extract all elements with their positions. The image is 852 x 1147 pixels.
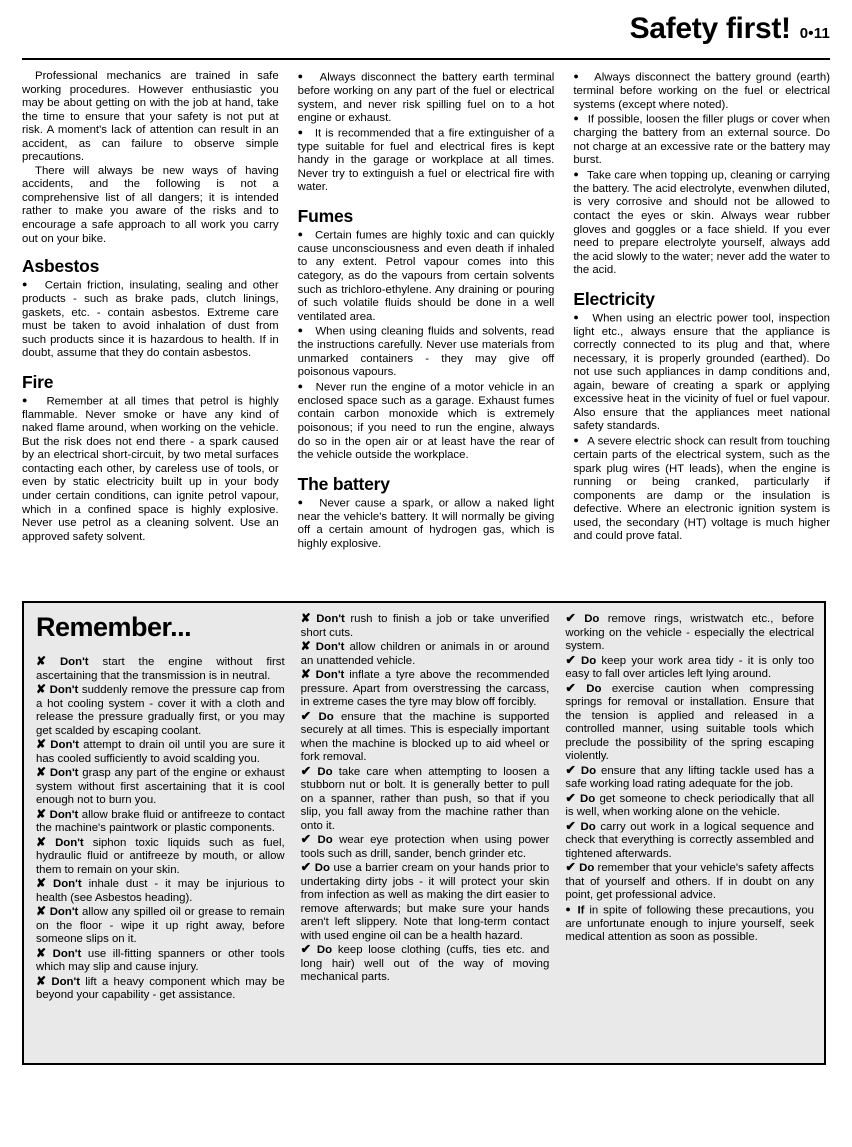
remember-item-text: use a barrier cream on your hands prior to undertaking dirty jobs - it will protect your skin from infection as well as making the dirt easier to remove afterwards; but make sure your hands aren't left slippery. Note that long-term contact with used engine oil can be a health hazard. — [300, 862, 550, 942]
intro-paragraph: Professional mechanics are trained in safe working procedures. However enthusiastic you may be about getting on with the job at hand, take the time to ensure that your safety is not put at risk. A moment's lack of attention can result in an accident, as can failure to observe simple precautions. — [22, 70, 279, 164]
remember-item-lead: Do — [317, 834, 333, 846]
bullet-icon: ● — [573, 168, 579, 179]
remember-item — [301, 943, 550, 985]
bullet-item — [298, 126, 555, 195]
bullet-text: Never run the engine of a motor vehicle in an enclosed space such as a garage. Exhaust fumes contain carbon monoxide which is extremely poisonous; if you need to run the engine, always do so in the open air or at least have the rear of the vehicle outside the workplace. — [297, 381, 555, 462]
bullet-text: Always disconnect the battery earth terminal before working on any part of the fuel or electrical system, and never risk spilling fuel on to a hot engine or exhaust. — [297, 71, 555, 125]
remember-item-lead: Do — [580, 792, 596, 805]
check-icon: ✔ — [565, 860, 576, 874]
cross-icon: ✘ — [300, 667, 311, 681]
bullet-item — [573, 70, 830, 112]
remember-item-lead: Don't — [316, 613, 345, 625]
cross-icon: ✘ — [300, 611, 311, 625]
bullet-text: It is recommended that a fire extinguisher of a type suitable for fuel and electrical fires is kept handy in the garage or workplace at all times. Never try to extinguish a fuel or electrical fire with water. — [297, 127, 555, 194]
remember-item-text: suddenly remove the pressure cap from a hot cooling system - cover it with a cloth and release the pressure gradually first, or you may get scalded by escaping coolant. — [36, 684, 285, 737]
remember-item-text: start the engine without first ascertaining that the transmission is in neutral. — [36, 656, 285, 682]
cross-icon: ✘ — [36, 945, 47, 960]
remember-item-lead: Do — [318, 710, 334, 723]
remember-item-text: siphon toxic liquids such as fuel, hydraulic fluid or antifreeze by mouth, or allow them to remain on your skin. — [36, 836, 285, 876]
remember-item-lead: If — [577, 904, 585, 916]
bullet-item — [298, 380, 555, 463]
remember-item-lead: Do — [317, 765, 333, 778]
remember-item — [565, 654, 814, 682]
cross-icon: ✘ — [36, 904, 47, 918]
remember-list-3 — [565, 612, 814, 945]
bullet-icon: ● — [297, 325, 305, 336]
remember-item — [565, 792, 814, 820]
remember-item — [301, 612, 550, 640]
check-icon: ✔ — [300, 832, 312, 846]
remember-item — [301, 833, 550, 861]
remember-item-text: inhale dust - it may be injurious to health (see Asbestos heading). — [36, 878, 285, 904]
remember-item-text: in spite of following these precautions, you are unfortunate enough to injure yourself, seek medical attention as soon as possible. — [565, 904, 815, 943]
remember-item-lead: Don't — [53, 878, 82, 890]
remember-item — [36, 766, 285, 808]
bullet-item — [22, 394, 279, 545]
remember-item — [565, 861, 814, 903]
section-heading-the-battery: The battery — [297, 473, 390, 494]
remember-item-lead: Do — [580, 764, 597, 777]
bullet-icon: ● — [297, 228, 305, 239]
bullet-text: Remember at all times that petrol is highly flammable. Never smoke or have any kind of naked flame around, when working on the vehicle. But the risk does not end there - a spark caused by an electrical short-circuit, by two metal surfaces contacting each other, by careless use of tools, or even by static electricity built up in your body under certain conditions, can ignite petrol vapour, which in a confined space is highly explosive. Never use petrol as a cleaning solvent. Use an approved safety solvent. — [22, 395, 279, 543]
remember-columns — [24, 603, 824, 1063]
check-icon: ✔ — [565, 611, 576, 625]
remember-column-1 — [36, 612, 285, 1055]
cross-icon: ✘ — [36, 834, 47, 849]
remember-item — [36, 947, 285, 975]
remember-item-lead: Don't — [52, 947, 82, 960]
remember-item-lead: Don't — [315, 641, 345, 653]
remember-item-text: remember that your vehicle's safety affects that of yourself and others. If in doubt on any point, get professional advice. — [565, 862, 815, 901]
cross-icon: ✘ — [36, 876, 47, 890]
bullet-item — [22, 278, 279, 361]
remember-item-text: carry out work in a logical sequence and check that everything is correctly assembled and tightened afterwards. — [565, 820, 815, 860]
remember-item-lead: Do — [314, 862, 330, 874]
remember-item — [36, 877, 285, 905]
cross-icon: ✘ — [36, 806, 47, 821]
bullet-icon: ● — [22, 394, 31, 405]
remember-item-text: rush to finish a job or take unverified short cuts. — [300, 613, 550, 639]
remember-item-lead: Don't — [59, 656, 89, 668]
remember-item — [565, 903, 814, 945]
remember-item-text: take care when attempting to loosen a stubborn nut or bolt. It is generally better to pull on a spanner, rather than push, so that if you slip, you fall away from the machine rather than onto it. — [300, 765, 550, 832]
check-icon: ✔ — [565, 790, 576, 805]
remember-item — [301, 640, 550, 668]
bullet-item — [573, 112, 830, 168]
article-column-3 — [573, 70, 830, 594]
remember-item-text: inflate a tyre above the recommended pressure. Apart from overstressing the carcass, in extreme cases the tyre may blow off forcibly. — [300, 669, 550, 708]
remember-item-lead: Do — [584, 613, 600, 625]
remember-item-lead: Do — [586, 682, 602, 695]
remember-column-2 — [301, 612, 550, 1055]
cross-icon: ✘ — [36, 654, 47, 668]
bullet-text: Never cause a spark, or allow a naked light near the vehicle's battery. It will normally be giving off a certain amount of hydrogen gas, which is highly explosive. — [297, 497, 555, 550]
article-columns — [22, 70, 830, 594]
check-icon: ✔ — [565, 652, 576, 667]
bullet-item — [298, 324, 555, 380]
remember-item-lead: Don't — [315, 669, 345, 681]
remember-item — [36, 683, 285, 738]
bullet-item — [298, 70, 555, 126]
remember-item-lead: Don't — [49, 684, 79, 696]
remember-item — [301, 668, 550, 710]
bullet-item — [573, 311, 830, 434]
bullet-text: When using an electric power tool, inspection light etc., always ensure that the appliance is correctly connected to its plug and that, where necessary, it is properly grounded (earthed). Do not use such appliances in damp conditions and, again, beware of creating a spark or applying excessive heat in the vicinity of fuel or fuel vapour. Also ensure that the appliances meet national safety standards. — [573, 312, 831, 433]
remember-item-lead: Don't — [55, 836, 84, 849]
remember-list-1 — [36, 655, 285, 1003]
remember-item — [565, 764, 814, 792]
section-heading-electricity: Electricity — [573, 288, 655, 309]
remember-item-text: lift a heavy component which may be beyond your capability - get assistance. — [36, 975, 285, 1001]
bullet-text: When using cleaning fluids and solvents, read the instructions carefully. Never use materials from unmarked containers - they may give off poisonous vapours. — [297, 325, 555, 379]
remember-item-lead: Do — [579, 862, 595, 874]
remember-item-text: keep loose clothing (cuffs, ties etc. and long hair) well out of the way of moving mechanical parts. — [300, 944, 550, 983]
remember-item — [565, 820, 814, 862]
remember-item-lead: Don't — [49, 808, 79, 821]
remember-item — [301, 710, 550, 765]
remember-item — [565, 612, 814, 654]
bullet-item — [573, 434, 830, 544]
check-icon: ✔ — [300, 860, 312, 874]
check-icon: ✔ — [565, 680, 576, 695]
remember-item-lead: Do — [580, 820, 596, 833]
remember-item — [36, 655, 285, 683]
page-title: Safety first! — [629, 12, 791, 45]
page-number: 0•11 — [799, 25, 830, 42]
remember-item-text: keep your work area tidy - it is only too easy to fall over articles left lying around. — [565, 654, 815, 680]
remember-item-text: remove rings, wristwatch etc., before working on the vehicle - especially the electrical system. — [565, 613, 815, 652]
check-icon: ✔ — [565, 762, 576, 777]
remember-item-lead: Don't — [49, 767, 79, 779]
remember-item-lead: Don't — [51, 975, 80, 988]
page-header — [22, 14, 830, 58]
remember-item — [36, 808, 285, 836]
bullet-text: A severe electric shock can result from touching certain parts of the electrical system, such as the spark plug wires (HT leads), when the engine is running or being cranked, particularly if components are damp or the insulation is defective. Where an electronic ignition system is used, the secondary (HT) voltage is much higher and could prove fatal. — [573, 435, 831, 543]
article-column-2 — [298, 70, 555, 594]
remember-item-text: attempt to drain oil until you are sure it has cooled sufficiently to avoid scalding you. — [36, 739, 285, 765]
cross-icon: ✘ — [36, 973, 47, 988]
remember-item-text: allow children or animals in or around an unattended vehicle. — [300, 641, 550, 667]
remember-item-lead: Do — [581, 654, 597, 667]
bullet-text: Take care when topping up, cleaning or carrying the battery. The acid electrolyte, evenwhen diluted, is very corrosive and should not be allowed to contact the eyes or skin. Always wear rubber gloves and goggles or a face shield. If you ever need to prepare electrolyte yourself, always add the acid slowly to the water; never add the water to the acid. — [573, 169, 831, 277]
remember-item-lead: Don't — [49, 906, 79, 918]
bullet-icon: ● — [297, 496, 306, 507]
article-column-1 — [22, 70, 279, 594]
remember-item-text: allow any spilled oil or grease to remain on the floor - wipe it up right away, before someone slips on it. — [36, 906, 285, 945]
check-icon: ✔ — [300, 708, 312, 723]
check-icon: ✔ — [565, 818, 576, 833]
bullet-item — [298, 228, 555, 324]
bullet-icon: ● — [573, 435, 580, 446]
bullet-text: Always disconnect the battery ground (earth) terminal before working on the fuel or electrical systems (except where noted). — [573, 71, 831, 111]
header-divider — [22, 58, 830, 60]
bullet-icon: ● — [565, 903, 573, 914]
cross-icon: ✘ — [36, 737, 47, 751]
remember-item-text: wear eye protection when using power tools such as drill, sander, bench grinder etc. — [300, 834, 550, 860]
bullet-icon: ● — [297, 71, 306, 81]
remember-column-3 — [565, 612, 814, 1055]
remember-item — [301, 861, 550, 943]
bullet-item — [573, 168, 830, 278]
section-heading-asbestos: Asbestos — [22, 256, 100, 277]
cross-icon: ✘ — [36, 682, 47, 696]
bullet-text: If possible, loosen the filler plugs or cover when charging the battery from an external source. Do not charge at an excessive rate or the battery may burst. — [573, 113, 831, 167]
remember-item-text: get someone to check periodically that all is well, when working alone on the vehicle. — [565, 792, 815, 818]
bullet-icon: ● — [297, 126, 305, 137]
remember-item — [36, 738, 285, 766]
remember-item — [36, 975, 285, 1003]
intro-paragraph: There will always be new ways of having accidents, and the following is not a comprehensive list of all dangers; it is intended rather to make you aware of the risks and to encourage a safe approach to all work you carry out on your bike. — [22, 164, 279, 245]
bullet-item — [298, 496, 555, 552]
remember-item — [565, 682, 814, 764]
remember-item-text: use ill-fitting spanners or other tools which may slip and cause injury. — [36, 947, 285, 973]
bullet-text: Certain friction, insulating, sealing and other products - such as brake pads, clutch linings, gaskets, etc. - contain asbestos. Extreme care must be taken to avoid inhalation of dust from such products since it is hazardous to health. If in doubt, assume that they do contain asbestos. — [22, 279, 279, 360]
cross-icon: ✘ — [36, 765, 47, 779]
remember-item — [36, 905, 285, 947]
check-icon: ✔ — [300, 942, 312, 956]
remember-callout-box — [22, 601, 826, 1065]
remember-item — [36, 836, 285, 878]
bullet-icon: ● — [573, 113, 580, 124]
remember-item-lead: Do — [316, 944, 333, 956]
remember-item-text: allow brake fluid or antifreeze to contact the machine's paintwork or plastic components. — [36, 808, 285, 834]
bullet-icon: ● — [573, 71, 581, 81]
section-heading-fire: Fire — [22, 371, 54, 392]
bullet-icon: ● — [573, 311, 581, 322]
remember-item-text: ensure that any lifting tackle used has a safe working load rating adequate for the job. — [565, 764, 815, 790]
remember-item — [301, 765, 550, 834]
check-icon: ✔ — [300, 763, 312, 778]
bullet-icon: ● — [297, 380, 305, 391]
remember-title: Remember... — [36, 612, 192, 642]
bullet-text: Certain fumes are highly toxic and can quickly cause unconsciousness and even death if inhaled to any extent. Petrol vapour comes into this category, as do the vapours from certain solvents such as trichloro-ethylene. Any draining or pouring of such volatile fluids should be done in a well ventilated area. — [297, 229, 555, 323]
section-heading-fumes: Fumes — [297, 205, 354, 226]
bullet-icon: ● — [22, 279, 30, 289]
remember-list-2 — [301, 612, 550, 985]
cross-icon: ✘ — [300, 639, 311, 653]
remember-item-text: exercise caution when compressing springs for removal or installation. Ensure that the tension is applied and released in a controlled manner, using suitable tools which preclude the possibility of the spring escaping violently. — [565, 682, 815, 762]
remember-item-text: ensure that the machine is supported securely at all times. This is especially important when the machine is blocked up to aid wheel or fork removal. — [300, 710, 550, 763]
remember-item-lead: Don't — [50, 739, 79, 751]
remember-item-text: grasp any part of the engine or exhaust system without first ascertaining that it is cool enough not to burn you. — [36, 767, 285, 806]
